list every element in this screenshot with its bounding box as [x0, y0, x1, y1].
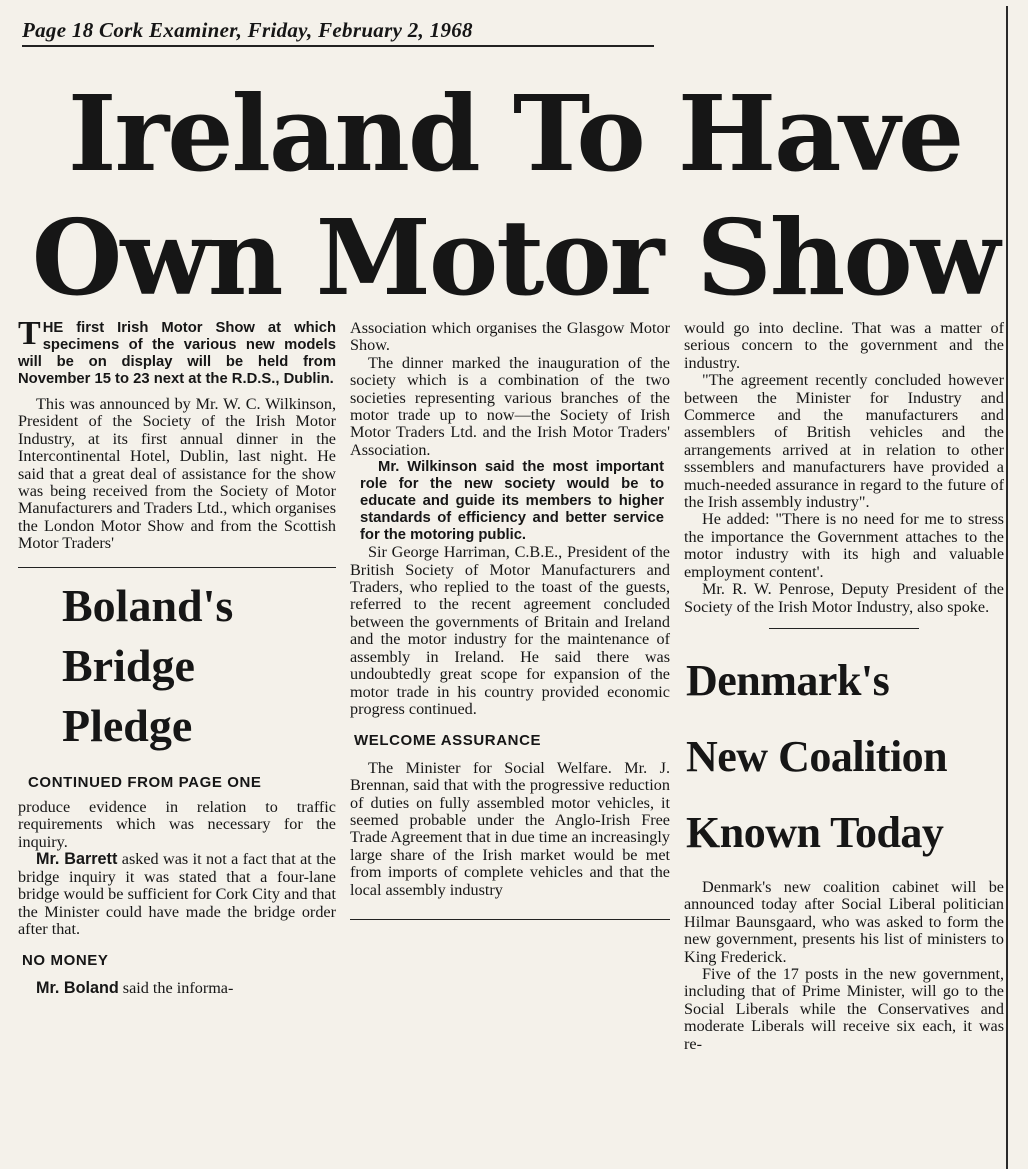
column-rule: [1006, 6, 1008, 1169]
denmark-headline-line: Known Today: [686, 807, 944, 857]
boland-headline-line: Boland's: [62, 579, 234, 631]
story-paragraph: The dinner marked the inauguration of the society which is a combination of the two societies representing various branches of the motor trade up to now—the Society of Irish Motor Traders Ltd. and the Irish Motor Traders' Association.: [350, 353, 670, 459]
denmark-headline-line: Denmark's: [686, 655, 890, 705]
speaker-name: Mr. Barrett: [36, 850, 118, 869]
headline-line-1: Ireland To Have: [67, 72, 963, 195]
column-3: [684, 320, 1004, 1053]
story-paragraph: The Minister for Social Welfare. Mr. J. Brennan, said that with the progressive reduction of duties on fully assembled motor vehicles, it seemed probable under the Anglo-Irish Free Trade Agreement that in due time an increasingly large share of the Irish market would be met from imports of complete vehicles and that the local assembly industry: [350, 758, 670, 899]
story-paragraph: would go into decline. That was a matter of serious concern to the government and the industry.: [684, 319, 1004, 372]
boland-paragraph: [18, 851, 336, 938]
column-2: [350, 320, 670, 920]
boland-headline: [18, 576, 336, 756]
speaker-name: Mr. Boland: [36, 978, 119, 997]
main-headline: [30, 72, 1000, 320]
pull-quote: Mr. Wilkinson said the most important role for the new society would be to educate and guide its members to higher standards of efficiency and better service for the motoring public.: [360, 459, 664, 544]
denmark-headline-line: New Coalition: [686, 731, 948, 781]
boland-paragraph: [18, 980, 336, 997]
boland-headline-line: Bridge: [62, 639, 195, 691]
denmark-headline: [684, 643, 1004, 871]
headline-line-2: Own Motor Show: [31, 196, 999, 319]
denmark-paragraph: Five of the 17 posts in the new government, including that of Prime Minister, will go to the Social Liberals while the Conservatives and moderate Liberals will receive six each, it was re-: [684, 964, 1004, 1053]
story-lede: [18, 315, 336, 388]
lede-text: HE first Irish Motor Show at which specimens of the various new models will be on display will be held from November 15 to 23 next at the R.D.S., Dublin.: [18, 320, 336, 387]
story-paragraph: He added: "There is no need for me to stress the importance the Government attaches to the motor industry with its high and valuable employment content'.: [684, 510, 1004, 581]
story-paragraph: Mr. R. W. Penrose, Deputy President of the Society of the Irish Motor Industry, also spoke.: [684, 580, 1004, 616]
masthead: Page 18 Cork Examiner, Friday, February 2, 1968: [22, 18, 654, 47]
boland-headline-line: Pledge: [62, 699, 193, 751]
column-1: [18, 315, 336, 997]
story-paragraph: This was announced by Mr. W. C. Wilkinson, President of the Society of the Irish Motor Industry, at its first annual dinner in the Intercontinental Hotel, Dublin, last night. He said that a great deal of assistance for the show was being received from the Society of Motor Manufacturers and Traders Ltd., which organises the London Motor Show and from the Scottish Motor Traders': [18, 395, 336, 553]
story-paragraph: Sir George Harriman, C.B.E., President of the British Society of Motor Manufacturers and Traders, who replied to the toast of the guests, referred to the recent agreement concluded between the governments of Britain and Ireland and the motor industry for the maintenance of assembly in Ireland. He said there was undoubtedly great scope for expansion of the motor trade in his country provided economic progress continued.: [350, 543, 670, 718]
section-divider: [18, 567, 336, 568]
boland-paragraph: produce evidence in relation to traffic requirements which was necessary for the inquiry.: [18, 798, 336, 851]
continued-kicker: CONTINUED FROM PAGE ONE: [28, 773, 262, 791]
drop-cap: T: [18, 315, 41, 352]
story-paragraph: "The agreement recently concluded however between the Minister for Industry and Commerce and the manufacturers and assemblers of British vehicles and the arrangements arrived at in relation to other sssemblers and manufacturers have provided a much-needed assurance in regard to the future of the Irish assembly industry".: [684, 371, 1004, 512]
boland-paragraph-text: said the informa-: [118, 978, 234, 997]
welcome-assurance-subhead: WELCOME ASSURANCE: [354, 732, 542, 750]
no-money-subhead: NO MONEY: [22, 952, 109, 970]
story-paragraph: Association which organises the Glasgow Motor Show.: [350, 319, 670, 355]
section-divider: [350, 919, 670, 920]
boland-paragraph-text: asked was it not a fact that at the bridge inquiry it was stated that a four-lane bridge would be sufficient for Cork City and that the Minister could have made the bridge order after that.: [18, 850, 336, 938]
section-divider: [769, 628, 919, 629]
denmark-paragraph: Denmark's new coalition cabinet will be announced today after Social Liberal politician Hilmar Baunsgaard, who was asked to form the new government, presents his list of ministers to King Frederick.: [684, 877, 1004, 966]
